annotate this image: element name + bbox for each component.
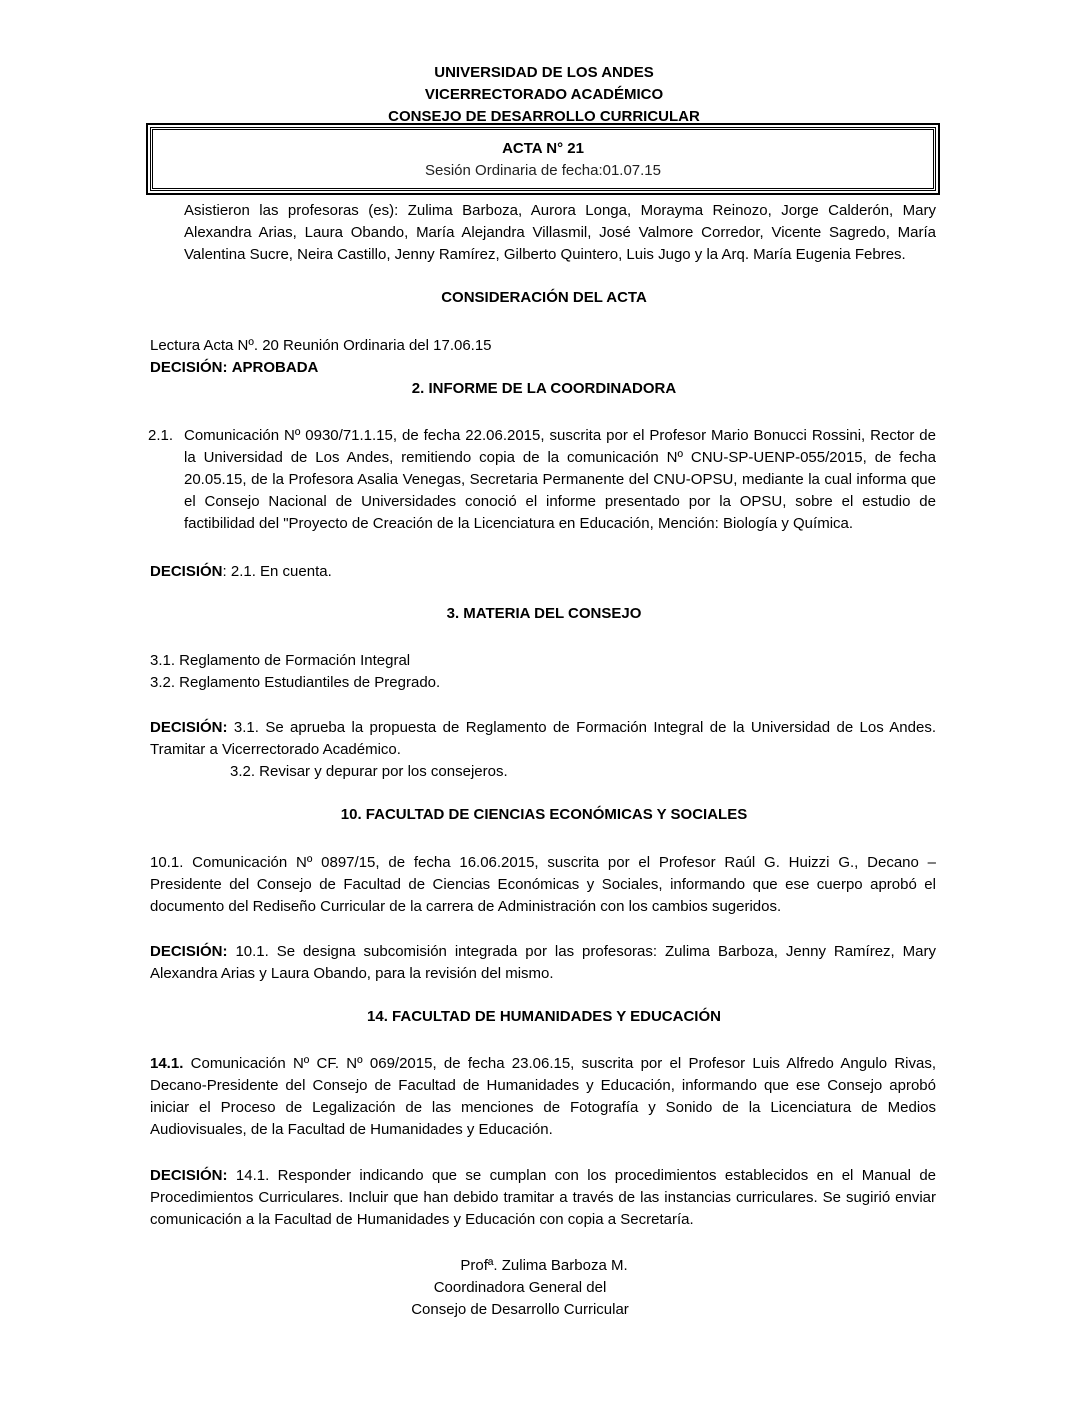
economicas-item-text: 10.1. Comunicación Nº 0897/15, de fecha 16.06.2015, suscrita por el Profesor Raúl G. Huizzi G., Decano – Presidente del Consejo de Facultad de Ciencias Económicas y Sociales, informando que ese cuerpo aprobó el documento del Rediseño Curricular de la carrera de Administración con los cambios sugeridos.: [150, 854, 936, 915]
consideracion-heading: CONSIDERACIÓN DEL ACTA: [441, 289, 647, 306]
materia-decision-second: 3.2. Revisar y depurar por los consejeros.: [230, 763, 508, 780]
item-label: 14.1.: [150, 1055, 184, 1072]
materia-item-2: 3.2. Reglamento Estudiantiles de Pregrado.: [150, 674, 441, 691]
decision-label: DECISIÓN:: [150, 943, 228, 960]
decision-value: 10.1. Se designa subcomisión integrada por las profesoras: Zulima Barboza, Jenny Ramírez, Mary Alexandra Arias y Laura Obando, para la revisión del mismo.: [150, 943, 936, 982]
economicas-heading: 10. FACULTAD DE CIENCIAS ECONÓMICAS Y SOCIALES: [340, 806, 748, 823]
header-vicerrectorado: VICERRECTORADO ACADÉMICO: [424, 86, 664, 103]
decision-label: DECISIÓN:: [150, 1167, 228, 1184]
humanidades-heading: 14. FACULTAD DE HUMANIDADES Y EDUCACIÓN: [367, 1008, 721, 1025]
decision-label: DECISIÓN: [150, 563, 223, 580]
decision-label: DECISIÓN:: [150, 719, 228, 736]
acta-subtitle: Sesión Ordinaria de fecha:01.07.15: [425, 162, 661, 179]
informe-heading: 2. INFORME DE LA COORDINADORA: [411, 380, 677, 397]
signature-role-2: Consejo de Desarrollo Curricular: [411, 1301, 629, 1318]
informe-item-number: 2.1.: [148, 427, 174, 444]
decision-label: DECISIÓN:: [150, 359, 228, 376]
materia-heading: 3. MATERIA DEL CONSEJO: [446, 605, 642, 622]
acta-title: ACTA N° 21: [502, 140, 584, 157]
consideracion-decision: [150, 357, 936, 379]
header-university: UNIVERSIDAD DE LOS ANDES: [434, 64, 654, 81]
acta-box: [150, 127, 936, 191]
humanidades-item: [150, 1053, 936, 1141]
informe-item-text: Comunicación Nº 0930/71.1.15, de fecha 22.06.2015, suscrita por el Profesor Mario Bonucci Rossini, Rector de la Universidad de Los Andes, remitiendo copia de la comunicación Nº CNU-SP-UENP-055/2015, de fecha 20.05.15, de la Profesora Asalia Venegas, Secretaria Permanente del CNU-OPSU, mediante la cual informa que el Consejo Nacional de Universidades conoció el informe presentado por la OPSU, sobre el estudio de factibilidad del "Proyecto de Creación de la Licenciatura en Educación, Mención: Biología y Química.: [184, 427, 936, 532]
signature-role-1: Coordinadora General del: [433, 1279, 607, 1296]
economicas-decision: [150, 941, 936, 985]
materia-decision: [150, 717, 936, 761]
decision-value: 3.1. Se aprueba la propuesta de Reglamento de Formación Integral de la Universidad de Los Andes. Tramitar a Vicerrectorado Académico.: [150, 719, 936, 758]
materia-item-1: 3.1. Reglamento de Formación Integral: [150, 652, 411, 669]
signature-name: Profª. Zulima Barboza M.: [460, 1257, 628, 1274]
humanidades-decision: [150, 1165, 936, 1231]
decision-value: APROBADA: [231, 359, 319, 376]
item-text: Comunicación Nº CF. Nº 069/2015, de fecha 23.06.15, suscrita por el Profesor Luis Alfredo Angulo Rivas, Decano-Presidente del Consejo de Facultad de Humanidades y Educación, informando que ese Consejo aprobó iniciar el Proceso de Legalización de las menciones de Fotografía y Sonido de la Licenciatura de Medios Audiovisuales, de la Facultad de Humanidades y Educación.: [150, 1055, 936, 1138]
decision-value: : 2.1. En cuenta.: [222, 563, 332, 580]
asistentes-paragraph: Asistieron las profesoras (es): Zulima Barboza, Aurora Longa, Morayma Reinozo, Jorge Calderón, Mary Alexandra Arias, Laura Obando, María Alejandra Villasmil, José Valmore Corredor, Vicente Sagredo, María Valentina Sucre, Neira Castillo, Jenny Ramírez, Gilberto Quintero, Luis Jugo y la Arq. María Eugenia Febres.: [184, 202, 936, 263]
informe-decision: [150, 561, 936, 583]
header-consejo: CONSEJO DE DESARROLLO CURRICULAR: [388, 108, 700, 125]
decision-value: 14.1. Responder indicando que se cumplan con los procedimientos establecidos en el Manual de Procedimientos Curriculares. Incluir que han debido tramitar a través de las instancias curriculares. Se sugirió enviar comunicación a la Facultad de Humanidades y Educación con copia a Secretaría.: [150, 1167, 936, 1228]
lectura-acta-line: Lectura Acta Nº. 20 Reunión Ordinaria del 17.06.15: [150, 337, 492, 354]
